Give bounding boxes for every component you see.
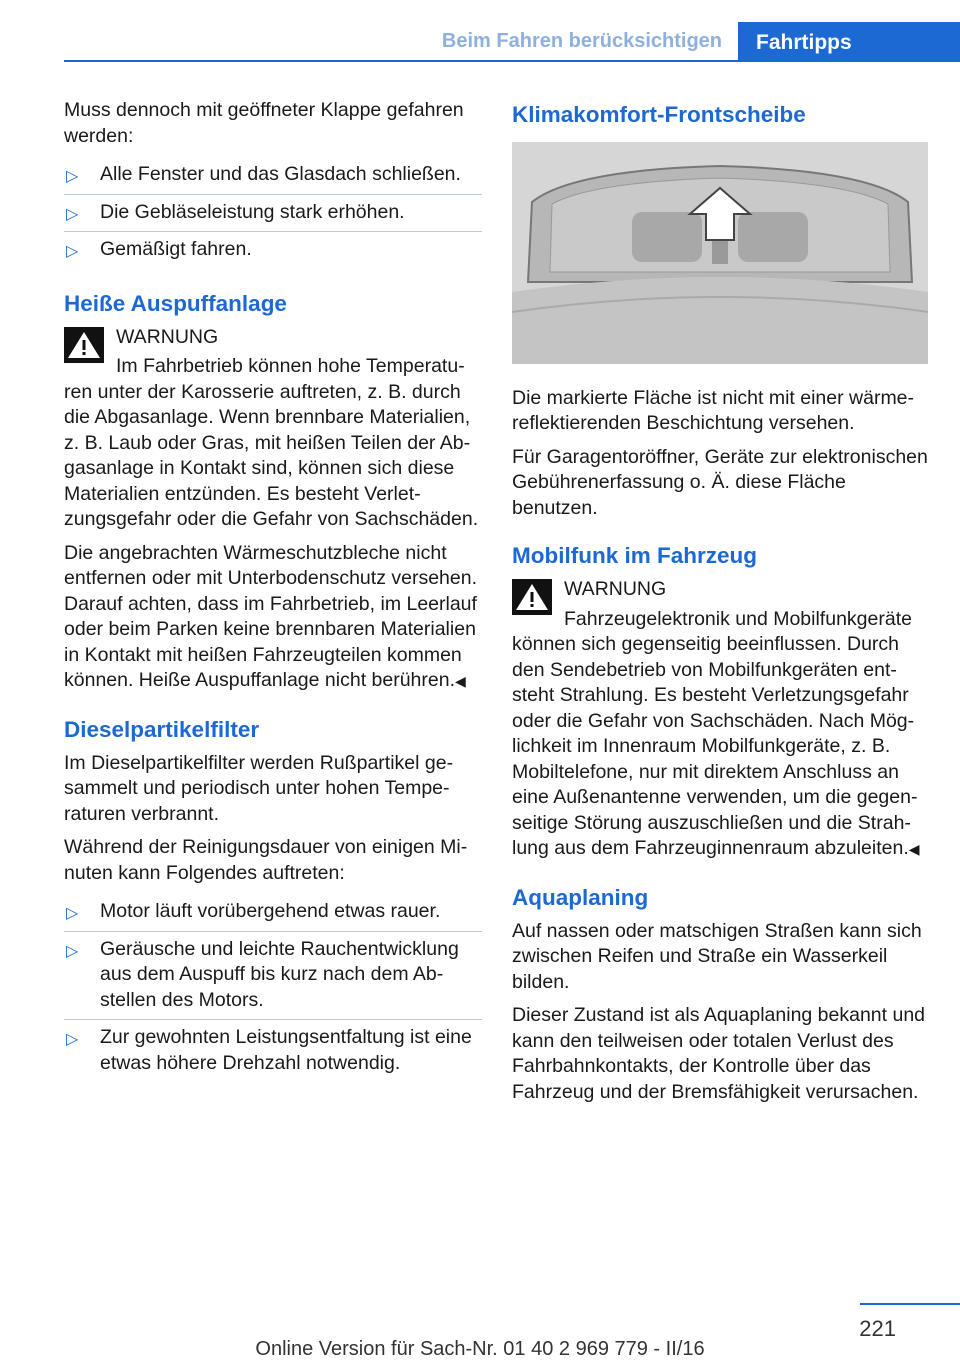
list-item: ▷ Alle Fenster und das Glasdach schließen.: [64, 157, 482, 195]
klima-paragraph-1: Die markierte Fläche ist nicht mit einer wärmereflektierenden Beschichtung versehen.: [512, 386, 915, 434]
end-mark-icon: ◀: [908, 841, 920, 857]
heading-mobil: Mobilfunk im Fahrzeug: [512, 543, 757, 568]
list-item: ▷ Geräusche und leichte Rauchentwicklung aus dem Auspuff bis kurz nach dem Abstellen des Motors.: [64, 932, 482, 1021]
right-column: [512, 98, 930, 1113]
windscreen-illustration: [512, 142, 928, 364]
warning-block: [64, 325, 482, 695]
warning-label: WARNUNG: [564, 578, 667, 600]
measures-list: [64, 157, 482, 269]
section-title: Beim Fahren berücksichtigen: [441, 30, 722, 52]
header-rule: [64, 60, 960, 62]
warning-label: WARNUNG: [116, 325, 219, 348]
heading-aqua: Aquaplaning: [512, 884, 649, 910]
end-mark-icon: ◀: [455, 673, 466, 689]
list-marker-icon: ▷: [66, 905, 79, 922]
intro-paragraph: Muss dennoch mit geöffneter Klappe gefahren werden:: [64, 99, 464, 147]
heading-auspuff: Heiße Auspuffanlage: [64, 290, 287, 316]
footer-note: Online Version für Sach-Nr. 01 40 2 969 779 - II/16: [255, 1338, 705, 1360]
list-marker-icon: ▷: [66, 168, 79, 185]
list-marker-icon: ▷: [66, 942, 79, 960]
diesel-paragraph-2: Während der Reinigungsdauer von einigen Minuten kann Folgendes auftreten:: [64, 836, 468, 884]
warning-icon: [64, 327, 104, 363]
list-item: ▷ Die Gebläseleistung stark erhöhen.: [64, 195, 482, 233]
diesel-list: [64, 894, 482, 1082]
aqua-paragraph-2: Dieser Zustand ist als Aquaplaning bekannt und kann den teilweisen oder totalen Verlust des Fahrbahnkontakts, der Kontrolle über das Fahrzeug und der Bremsfähigkeit verursachen.: [512, 1004, 926, 1103]
heading-diesel: Dieselpartikelfilter: [64, 716, 260, 742]
warning-icon: [512, 579, 552, 615]
list-marker-icon: ▷: [66, 205, 79, 223]
page-number: 221: [859, 1316, 896, 1341]
list-item: ▷ Gemäßigt fahren.: [64, 232, 482, 269]
list-item: ▷ Zur gewohnten Leistungsentfaltung ist eine etwas höhere Drehzahl notwendig.: [66, 1026, 472, 1074]
warning-text: Im Fahrbetrieb können hohe Temperaturen unter der Karosserie auftreten, z. B. durch die Abgasanlage. Wenn brennbare Materialien, z. B. Laub oder Gras, mit heißen Teilen der Abgasanlage in Kontakt sind, können sich diese Materialien entzünden. Es besteht Verletzungsgefahr oder die Gefahr von Sachschäden.: [64, 355, 479, 530]
warning-text: Fahrzeugelektronik und Mobilfunkgeräte können sich gegenseitig beeinflussen. Durch den Sendebetrieb von Mobilfunkgeräten entsteht Strahlung. Es besteht Verletzungsgefahr oder die Gefahr von Sachschäden. Nach Möglichkeit im Innenraum Mobilfunkgeräte, z. B. Mobiltelefone, nur mit direktem Anschluss an eine Außenantenne verwenden, um die gegenseitige Störung auszuschließen und die Strahlung aus dem Fahrzeuginnenraum abzuleiten.◀: [512, 607, 920, 859]
list-marker-icon: ▷: [66, 1031, 79, 1048]
diesel-paragraph-1: Im Dieselpartikelfilter werden Rußpartikel gesammelt und periodisch unter hohen Temperaturen verbrannt.: [64, 751, 454, 825]
chapter-tab: Fahrtipps: [738, 22, 960, 62]
footer-rule: [860, 1303, 960, 1305]
left-column: [64, 98, 482, 1092]
klima-paragraph-2: Für Garagentoröffner, Geräte zur elektronischen Gebührenerfassung o. Ä. diese Fläche benutzen.: [512, 445, 928, 519]
heading-klima: Klimakomfort-Frontscheibe: [512, 102, 806, 127]
aqua-paragraph-1: Auf nassen oder matschigen Straßen kann sich zwischen Reifen und Straße ein Wasserkeil bilden.: [512, 919, 922, 993]
page-header: [0, 0, 960, 62]
warning-text-2: Die angebrachten Wärmeschutzbleche nicht entfernen oder mit Unterbodenschutz versehen. Darauf achten, dass im Fahrbetrieb, im Leerlauf oder beim Parken keine brennbaren Materialien in Kontakt mit heißen Fahrzeugteilen kommen können. Heiße Auspuffanlage nicht berühren.◀: [64, 541, 477, 691]
list-item: ▷ Motor läuft vorübergehend etwas rauer.: [64, 894, 482, 932]
list-marker-icon: ▷: [66, 243, 79, 260]
warning-block: [512, 577, 930, 863]
